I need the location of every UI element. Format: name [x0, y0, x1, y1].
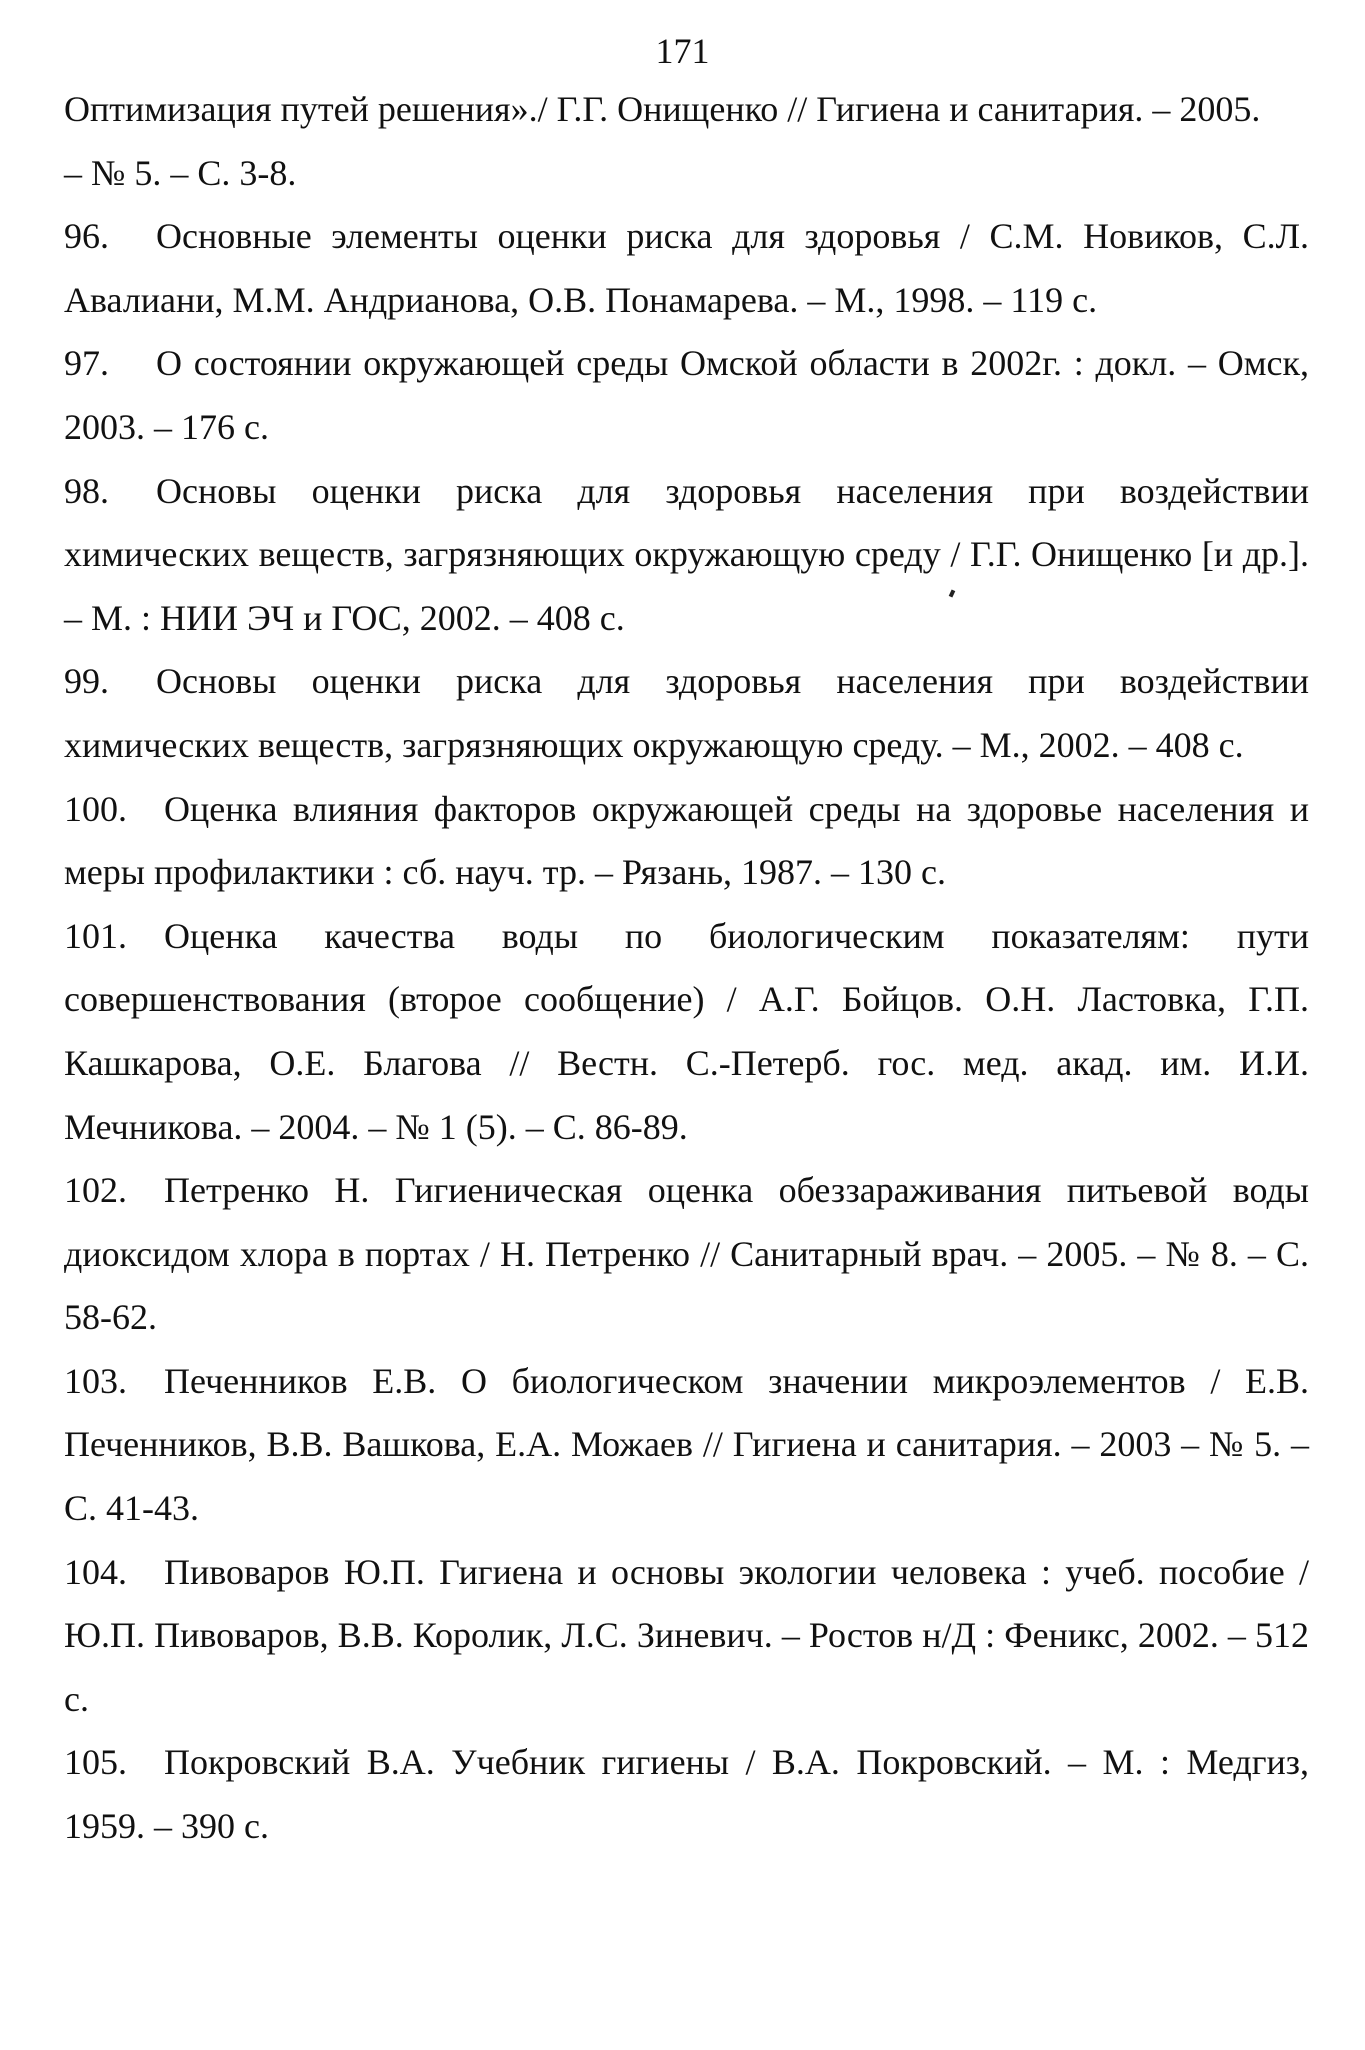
reference-number: 98. [64, 470, 109, 511]
reference-continuation-line-2: – № 5. – С. 3-8. [64, 152, 297, 193]
reference-text: Петренко Н. Гигиеническая оценка обеззараживания питьевой воды диоксидом хлора в портах / Н. Петренко // Санитарный врач. – 2005. – № 8. – С. 58-62. [64, 1170, 1309, 1338]
reference-text: О состоянии окружающей среды Омской области в 2002г. : докл. – Омск, 2003. – 176 с. [64, 343, 1309, 447]
reference-text: Оценка влияния факторов окружающей среды на здоровье населения и меры профилактики : сб. науч. тр. – Рязань, 1987. – 130 с. [64, 788, 1309, 893]
reference-text: Печенников Е.В. О биологическом значении микроэлементов / Е.В. Печенников, В.В. Вашкова, Е.А. Можаев // Гигиена и санитария. – 2003 – № 5. – С. 41-43. [64, 1360, 1309, 1529]
reference-text: Основы оценки риска для здоровья населения при воздействии химических веществ, загрязняющих окружающую среду / Г.Г. Онищенко [и др.]. – М. : НИИ ЭЧ и ГОС, 2002. – 408 с. [64, 470, 1309, 638]
reference-item [64, 905, 1309, 1159]
reference-number: 101. [64, 915, 127, 956]
reference-item [64, 205, 1309, 332]
reference-text: Пивоваров Ю.П. Гигиена и основы экологии человека : учеб. пособие / Ю.П. Пивоваров, В.В. Королик, Л.С. Зиневич. – Ростов н/Д : Феникс, 2002. – 512 с. [64, 1551, 1309, 1719]
reference-number: 97. [64, 343, 109, 384]
reference-item [64, 1541, 1309, 1732]
reference-text: Оценка качества воды по биологическим показателям: пути совершенствования (второе сообщение) / А.Г. Бойцов. О.Н. Ластовка, Г.П. Кашкарова, О.Е. Благова // Вестн. С.-Петерб. гос. мед. акад. им. И.И. Мечникова. – 2004. – № 1 (5). – С. 86-89. [64, 915, 1309, 1147]
page-number: 171 [655, 31, 710, 71]
reference-list [64, 78, 1309, 1859]
reference-continuation-line-1: Оптимизация путей решения»./ Г.Г. Онищенко // Гигиена и санитария. – 2005. [64, 89, 1261, 129]
reference-number: 96. [64, 216, 109, 257]
reference-number: 103. [64, 1360, 127, 1401]
reference-item [64, 1350, 1309, 1541]
reference-number: 105. [64, 1742, 127, 1783]
reference-item [64, 778, 1309, 905]
reference-text: Покровский В.А. Учебник гигиены / В.А. Покровский. – М. : Медгиз, 1959. – 390 с. [64, 1742, 1309, 1847]
reference-item [64, 650, 1309, 777]
reference-text: Основы оценки риска для здоровья населения при воздействии химических веществ, загрязняющих окружающую среду. – М., 2002. – 408 с. [64, 661, 1309, 765]
reference-item [64, 1731, 1309, 1858]
reference-item [64, 332, 1309, 459]
reference-number: 102. [64, 1170, 127, 1211]
reference-number: 99. [64, 661, 109, 702]
reference-text: Основные элементы оценки риска для здоровья / С.М. Новиков, С.Л. Авалиани, М.М. Андрианова, О.В. Понамарева. – М., 1998. – 119 с. [64, 216, 1309, 320]
reference-number: 100. [64, 788, 127, 829]
reference-item [64, 460, 1309, 651]
reference-item [64, 1159, 1309, 1350]
reference-number: 104. [64, 1551, 127, 1592]
